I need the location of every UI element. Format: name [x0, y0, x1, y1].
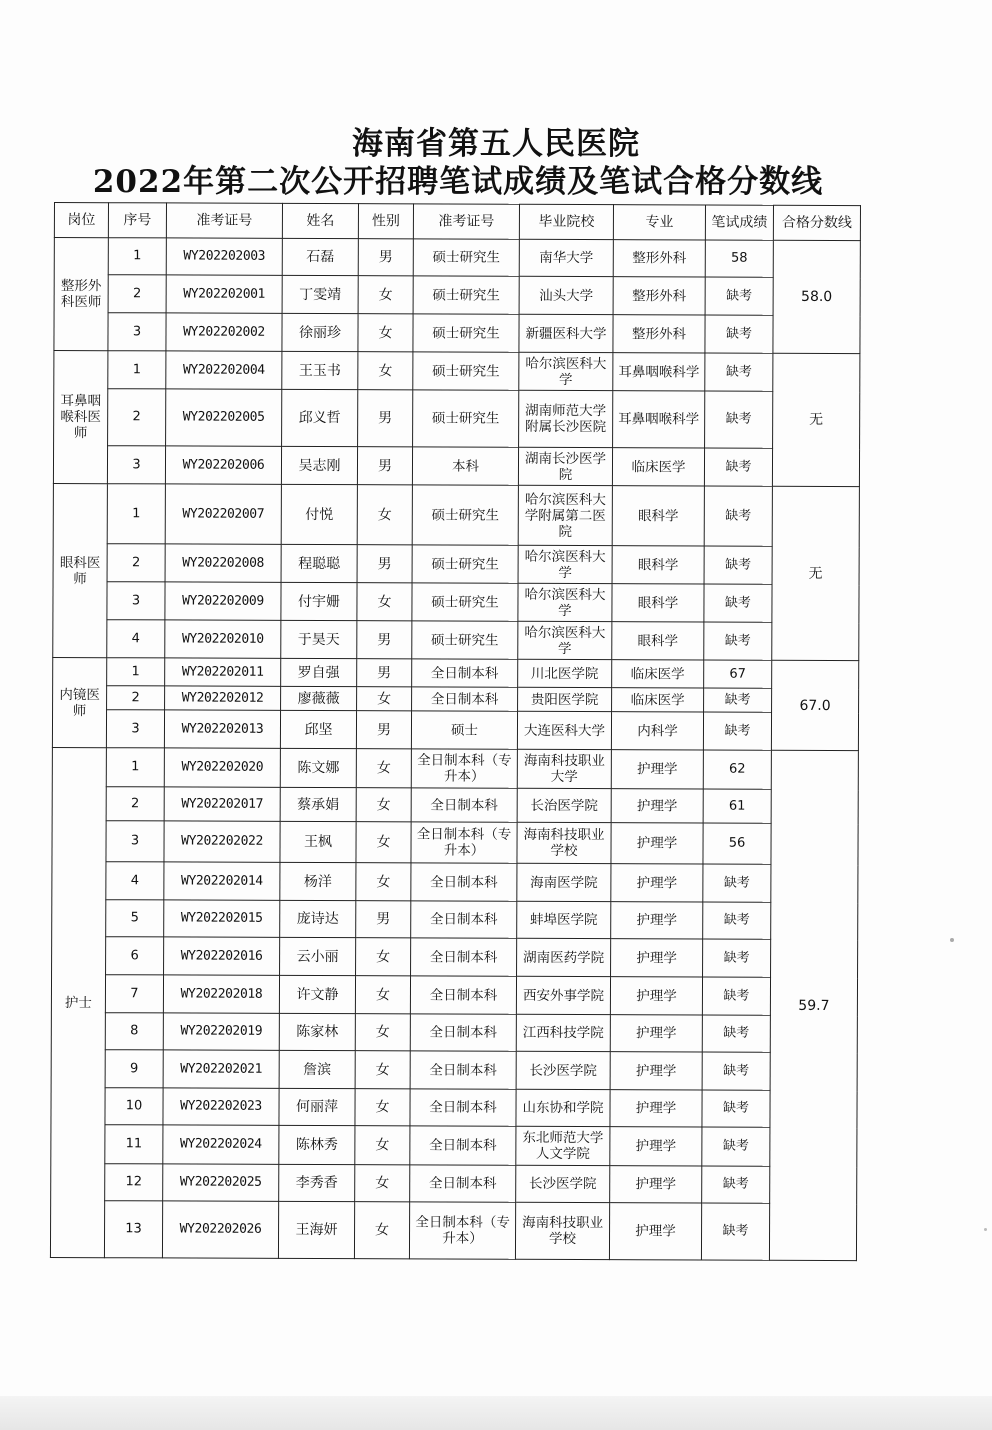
- exam-id-cell: WY202202004: [166, 351, 282, 389]
- gender-cell: 男: [358, 390, 413, 447]
- seq-cell: 4: [106, 862, 164, 900]
- header-cell: 序号: [108, 203, 166, 238]
- seq-cell: 2: [107, 544, 165, 582]
- seq-cell: 6: [106, 937, 164, 975]
- table-header-row: [54, 203, 860, 241]
- seq-cell: 1: [107, 484, 165, 544]
- major-cell: 护理学: [610, 1127, 702, 1166]
- seq-cell: 3: [106, 710, 164, 748]
- seq-cell: 13: [104, 1201, 162, 1258]
- seq-cell: 9: [105, 1050, 163, 1088]
- exam-id-cell: WY202202022: [164, 821, 280, 862]
- seq-cell: 1: [107, 658, 165, 686]
- exam-id-cell: WY202202013: [164, 710, 280, 748]
- exam-id-cell: WY202202002: [166, 313, 282, 351]
- score-cell: 56: [703, 823, 771, 864]
- education-cell: 全日制本科: [410, 1051, 516, 1089]
- score-cell: 缺考: [704, 584, 772, 622]
- seq-cell: 3: [107, 446, 165, 484]
- exam-id-cell: WY202202018: [163, 975, 279, 1013]
- exam-id-cell: WY202202016: [164, 937, 280, 975]
- exam-id-cell: WY202202001: [166, 275, 282, 313]
- school-cell: 大连医科大学: [517, 711, 611, 749]
- table-row: [52, 861, 858, 902]
- school-cell: 贵阳医学院: [518, 687, 612, 711]
- table-row: [52, 747, 858, 789]
- education-cell: 全日制本科: [411, 901, 517, 938]
- major-cell: 耳鼻咽喉科学: [613, 391, 705, 448]
- education-cell: 全日制本科: [412, 687, 518, 711]
- major-cell: 整形外科: [613, 315, 705, 353]
- exam-id-cell: WY202202021: [163, 1050, 279, 1088]
- major-cell: 护理学: [611, 902, 703, 939]
- major-cell: 护理学: [611, 750, 703, 789]
- seq-cell: 11: [105, 1125, 163, 1164]
- header-cell: 毕业院校: [519, 204, 613, 239]
- header-cell: 岗位: [54, 203, 108, 238]
- seq-cell: 4: [107, 620, 165, 658]
- gender-cell: 女: [357, 687, 412, 711]
- table-row: [52, 820, 858, 864]
- seq-cell: 5: [106, 900, 164, 937]
- header-cell: 笔试成绩: [705, 205, 773, 240]
- gender-cell: 男: [357, 447, 412, 485]
- score-cell: 缺考: [702, 1052, 770, 1090]
- seq-cell: 10: [105, 1088, 163, 1125]
- exam-id-cell: WY202202017: [164, 787, 280, 821]
- cutoff-score-cell: 无: [772, 353, 860, 486]
- school-cell: 长沙医学院: [516, 1165, 610, 1202]
- exam-id-cell: WY202202025: [163, 1164, 279, 1201]
- name-cell: 邱坚: [280, 710, 356, 748]
- school-cell: 川北医学院: [518, 659, 612, 687]
- school-cell: 海南科技职业学校: [515, 1202, 609, 1259]
- exam-id-cell: WY202202011: [165, 658, 281, 686]
- table-row: [52, 786, 858, 823]
- name-cell: 庞诗达: [280, 900, 356, 937]
- table-row: [54, 389, 860, 449]
- score-cell: 缺考: [704, 486, 772, 546]
- exam-id-cell: WY202202006: [165, 446, 281, 484]
- gender-cell: 男: [357, 621, 412, 659]
- table-body: [50, 238, 860, 1261]
- gender-cell: 女: [358, 352, 413, 390]
- education-cell: 全日制本科: [411, 938, 517, 976]
- gender-cell: 女: [356, 749, 411, 788]
- school-cell: 南华大学: [519, 239, 613, 276]
- post-cell: 眼科医师: [53, 483, 108, 657]
- seq-cell: 2: [108, 389, 166, 446]
- education-cell: 硕士研究生: [412, 583, 518, 621]
- table-row: [52, 936, 858, 977]
- table-row: [54, 351, 860, 392]
- education-cell: 全日制本科（专升本）: [411, 822, 517, 863]
- score-cell: 67: [704, 660, 772, 688]
- school-cell: 东北师范大学人文学院: [516, 1126, 610, 1165]
- major-cell: 眼科学: [612, 546, 704, 584]
- table-row: [53, 619, 859, 660]
- seq-cell: 12: [105, 1164, 163, 1201]
- exam-id-cell: WY202202014: [164, 862, 280, 900]
- school-cell: 哈尔滨医科大学附属第二医院: [518, 485, 612, 545]
- school-cell: 湖南师范大学附属长沙医院: [519, 390, 613, 447]
- exam-id-cell: WY202202003: [166, 238, 282, 275]
- exam-id-cell: WY202202026: [162, 1201, 278, 1258]
- table-row: [52, 709, 858, 750]
- name-cell: 王海妍: [278, 1201, 354, 1258]
- name-cell: 杨洋: [280, 862, 356, 900]
- education-cell: 硕士研究生: [413, 276, 519, 314]
- gender-cell: 女: [355, 1051, 410, 1089]
- school-cell: 哈尔滨医科大学: [518, 621, 612, 659]
- education-cell: 全日制本科（专升本）: [409, 1202, 515, 1259]
- exam-id-cell: WY202202019: [163, 1013, 279, 1050]
- score-cell: 缺考: [704, 448, 772, 486]
- school-cell: 哈尔滨医科大学: [518, 545, 612, 583]
- gender-cell: 女: [355, 1126, 410, 1165]
- score-cell: 缺考: [703, 939, 771, 977]
- name-cell: 于昊天: [281, 620, 357, 658]
- major-cell: 护理学: [611, 823, 703, 864]
- post-cell: 整形外科医师: [54, 238, 108, 351]
- table-row: [53, 543, 859, 584]
- major-cell: 眼科学: [612, 584, 704, 622]
- table-row: [51, 1012, 857, 1052]
- gender-cell: 女: [357, 583, 412, 621]
- seq-cell: 8: [105, 1013, 163, 1050]
- school-cell: 江西科技学院: [516, 1014, 610, 1051]
- table-row: [51, 1087, 857, 1127]
- exam-id-cell: WY202202005: [166, 389, 282, 446]
- document-title: 海南省第五人民医院: [352, 126, 640, 162]
- score-cell: 缺考: [704, 546, 772, 584]
- school-cell: 海南科技职业大学: [517, 749, 611, 788]
- name-cell: 程聪聪: [281, 544, 357, 582]
- education-cell: 全日制本科: [411, 863, 517, 901]
- cutoff-score-cell: 59.7: [769, 750, 858, 1260]
- exam-id-cell: WY202202023: [163, 1088, 279, 1125]
- education-cell: 全日制本科（专升本）: [411, 749, 517, 788]
- seq-cell: 3: [107, 582, 165, 620]
- header-cell: 姓名: [282, 203, 358, 238]
- gender-cell: 女: [356, 788, 411, 822]
- seq-cell: 2: [107, 686, 165, 710]
- major-cell: 整形外科: [613, 277, 705, 315]
- major-cell: 眼科学: [612, 486, 704, 546]
- school-cell: 西安外事学院: [516, 976, 610, 1014]
- post-cell: 耳鼻咽喉科医师: [53, 351, 108, 484]
- document-subtitle: 2022年第二次公开招聘笔试成绩及笔试合格分数线: [92, 164, 824, 200]
- scan-speck: [950, 938, 954, 942]
- education-cell: 全日制本科: [410, 976, 516, 1014]
- table-row: [50, 1200, 856, 1260]
- cutoff-score-cell: 58.0: [773, 240, 860, 353]
- scan-speck: [984, 1228, 987, 1231]
- name-cell: 许文静: [279, 975, 355, 1013]
- gender-cell: 女: [355, 1014, 410, 1051]
- post-cell: 护士: [50, 747, 106, 1257]
- table-row: [53, 446, 859, 487]
- major-cell: 临床医学: [612, 688, 704, 712]
- major-cell: 护理学: [609, 1203, 701, 1260]
- education-cell: 硕士研究生: [412, 545, 518, 583]
- school-cell: 汕头大学: [519, 276, 613, 314]
- major-cell: 护理学: [611, 789, 703, 823]
- exam-id-cell: WY202202020: [164, 748, 280, 787]
- score-cell: 缺考: [701, 1203, 769, 1260]
- school-cell: 山东协和学院: [516, 1089, 610, 1126]
- gender-cell: 男: [357, 545, 412, 583]
- exam-id-cell: WY202202008: [165, 544, 281, 582]
- school-cell: 蚌埠医学院: [517, 901, 611, 938]
- education-cell: 全日制本科: [410, 1165, 516, 1202]
- education-cell: 全日制本科: [412, 659, 518, 687]
- exam-id-cell: WY202202007: [165, 484, 281, 544]
- name-cell: 徐丽珍: [282, 313, 358, 351]
- major-cell: 耳鼻咽喉科学: [613, 353, 705, 391]
- table-row: [51, 1124, 857, 1166]
- table-row: [53, 685, 859, 712]
- cutoff-score-cell: 67.0: [771, 660, 858, 750]
- major-cell: 临床医学: [612, 660, 704, 688]
- table-row: [51, 1163, 857, 1203]
- education-cell: 硕士研究生: [412, 621, 518, 659]
- score-cell: 62: [703, 750, 771, 789]
- gender-cell: 女: [358, 276, 413, 314]
- school-cell: 海南科技职业学校: [517, 822, 611, 863]
- exam-id-cell: WY202202010: [165, 620, 281, 658]
- gender-cell: 女: [355, 1089, 410, 1126]
- school-cell: 海南医学院: [517, 863, 611, 901]
- table-row: [53, 657, 859, 688]
- gender-cell: 女: [355, 1165, 410, 1202]
- score-cell: 缺考: [704, 622, 772, 660]
- major-cell: 护理学: [611, 864, 703, 902]
- name-cell: 丁雯靖: [282, 275, 358, 313]
- name-cell: 詹滨: [279, 1050, 355, 1088]
- school-cell: 长沙医学院: [516, 1051, 610, 1089]
- school-cell: 长治医学院: [517, 788, 611, 822]
- gender-cell: 女: [354, 1202, 409, 1259]
- gender-cell: 女: [357, 485, 412, 545]
- score-cell: 缺考: [705, 353, 773, 391]
- education-cell: 硕士: [411, 711, 517, 749]
- name-cell: 罗自强: [281, 658, 357, 686]
- school-cell: 新疆医科大学: [519, 314, 613, 352]
- name-cell: 蔡承娟: [280, 787, 356, 821]
- education-cell: 硕士研究生: [413, 352, 519, 390]
- education-cell: 硕士研究生: [413, 390, 519, 447]
- seq-cell: 2: [106, 787, 164, 821]
- post-cell: 内镜医师: [52, 657, 106, 747]
- school-cell: 哈尔滨医科大学: [518, 583, 612, 621]
- table-row: [53, 581, 859, 622]
- seq-cell: 1: [106, 748, 164, 787]
- major-cell: 护理学: [610, 1015, 702, 1052]
- gender-cell: 男: [356, 711, 411, 749]
- major-cell: 眼科学: [612, 622, 704, 660]
- seq-cell: 7: [105, 975, 163, 1013]
- name-cell: 王枫: [280, 821, 356, 862]
- results-table: [50, 202, 861, 1261]
- table-row: [54, 275, 860, 316]
- name-cell: 廖薇薇: [281, 686, 357, 710]
- score-cell: 61: [703, 789, 771, 823]
- exam-id-cell: WY202202024: [163, 1125, 279, 1164]
- gender-cell: 男: [356, 901, 411, 938]
- gender-cell: 女: [356, 938, 411, 976]
- score-cell: 缺考: [703, 864, 771, 902]
- school-cell: 哈尔滨医科大学: [519, 352, 613, 390]
- name-cell: 陈林秀: [279, 1125, 355, 1164]
- score-cell: 缺考: [705, 315, 773, 353]
- gender-cell: 女: [356, 863, 411, 901]
- header-cell: 专业: [613, 205, 705, 240]
- seq-cell: 1: [108, 238, 166, 275]
- education-cell: 硕士研究生: [413, 314, 519, 352]
- table-row: [54, 238, 860, 278]
- header-cell: 准考证号: [166, 203, 282, 238]
- name-cell: 付悦: [281, 484, 357, 544]
- score-cell: 缺考: [705, 277, 773, 315]
- score-cell: 缺考: [702, 977, 770, 1015]
- education-cell: 全日制本科: [410, 1014, 516, 1051]
- table-row: [51, 1049, 857, 1090]
- major-cell: 护理学: [611, 939, 703, 977]
- scan-edge: [0, 1396, 992, 1430]
- major-cell: 护理学: [610, 1166, 702, 1203]
- table-row: [51, 974, 857, 1015]
- seq-cell: 3: [108, 313, 166, 351]
- school-cell: 湖南长沙医学院: [518, 447, 612, 485]
- name-cell: 云小丽: [280, 937, 356, 975]
- school-cell: 湖南医药学院: [517, 938, 611, 976]
- name-cell: 吴志刚: [281, 446, 357, 484]
- exam-id-cell: WY202202012: [165, 686, 281, 710]
- name-cell: 李秀香: [279, 1164, 355, 1201]
- score-cell: 缺考: [703, 712, 771, 750]
- score-cell: 缺考: [702, 1127, 770, 1166]
- name-cell: 石磊: [282, 238, 358, 275]
- education-cell: 本科: [412, 447, 518, 485]
- table-row: [52, 899, 858, 939]
- seq-cell: 2: [108, 275, 166, 313]
- score-cell: 缺考: [705, 391, 773, 448]
- score-cell: 缺考: [702, 1090, 770, 1127]
- score-cell: 缺考: [702, 1015, 770, 1052]
- name-cell: 邱义哲: [282, 389, 358, 446]
- major-cell: 整形外科: [613, 240, 705, 277]
- major-cell: 护理学: [610, 1052, 702, 1090]
- major-cell: 护理学: [610, 977, 702, 1015]
- exam-id-cell: WY202202009: [165, 582, 281, 620]
- header-cell: 准考证号: [413, 204, 519, 239]
- header-cell: 合格分数线: [773, 205, 860, 240]
- name-cell: 王玉书: [282, 351, 358, 389]
- education-cell: 全日制本科: [410, 1089, 516, 1126]
- gender-cell: 女: [355, 976, 410, 1014]
- header-cell: 性别: [358, 204, 413, 239]
- gender-cell: 女: [356, 822, 411, 863]
- major-cell: 内科学: [611, 712, 703, 750]
- gender-cell: 男: [358, 239, 413, 276]
- score-cell: 缺考: [702, 1166, 770, 1203]
- education-cell: 硕士研究生: [413, 239, 519, 276]
- table-row: [54, 313, 860, 354]
- score-cell: 58: [705, 240, 773, 277]
- major-cell: 护理学: [610, 1090, 702, 1127]
- name-cell: 何丽萍: [279, 1088, 355, 1125]
- gender-cell: 男: [357, 659, 412, 687]
- table-row: [53, 483, 859, 546]
- seq-cell: 1: [108, 351, 166, 389]
- cutoff-score-cell: 无: [772, 486, 860, 660]
- seq-cell: 3: [106, 821, 164, 862]
- name-cell: 付宇姗: [281, 582, 357, 620]
- name-cell: 陈家林: [279, 1013, 355, 1050]
- education-cell: 全日制本科: [410, 1126, 516, 1165]
- education-cell: 硕士研究生: [412, 485, 518, 545]
- gender-cell: 女: [358, 314, 413, 352]
- major-cell: 临床医学: [612, 448, 704, 486]
- exam-id-cell: WY202202015: [164, 900, 280, 937]
- score-cell: 缺考: [703, 902, 771, 939]
- education-cell: 全日制本科: [411, 788, 517, 822]
- score-cell: 缺考: [704, 688, 772, 712]
- name-cell: 陈文娜: [280, 748, 356, 787]
